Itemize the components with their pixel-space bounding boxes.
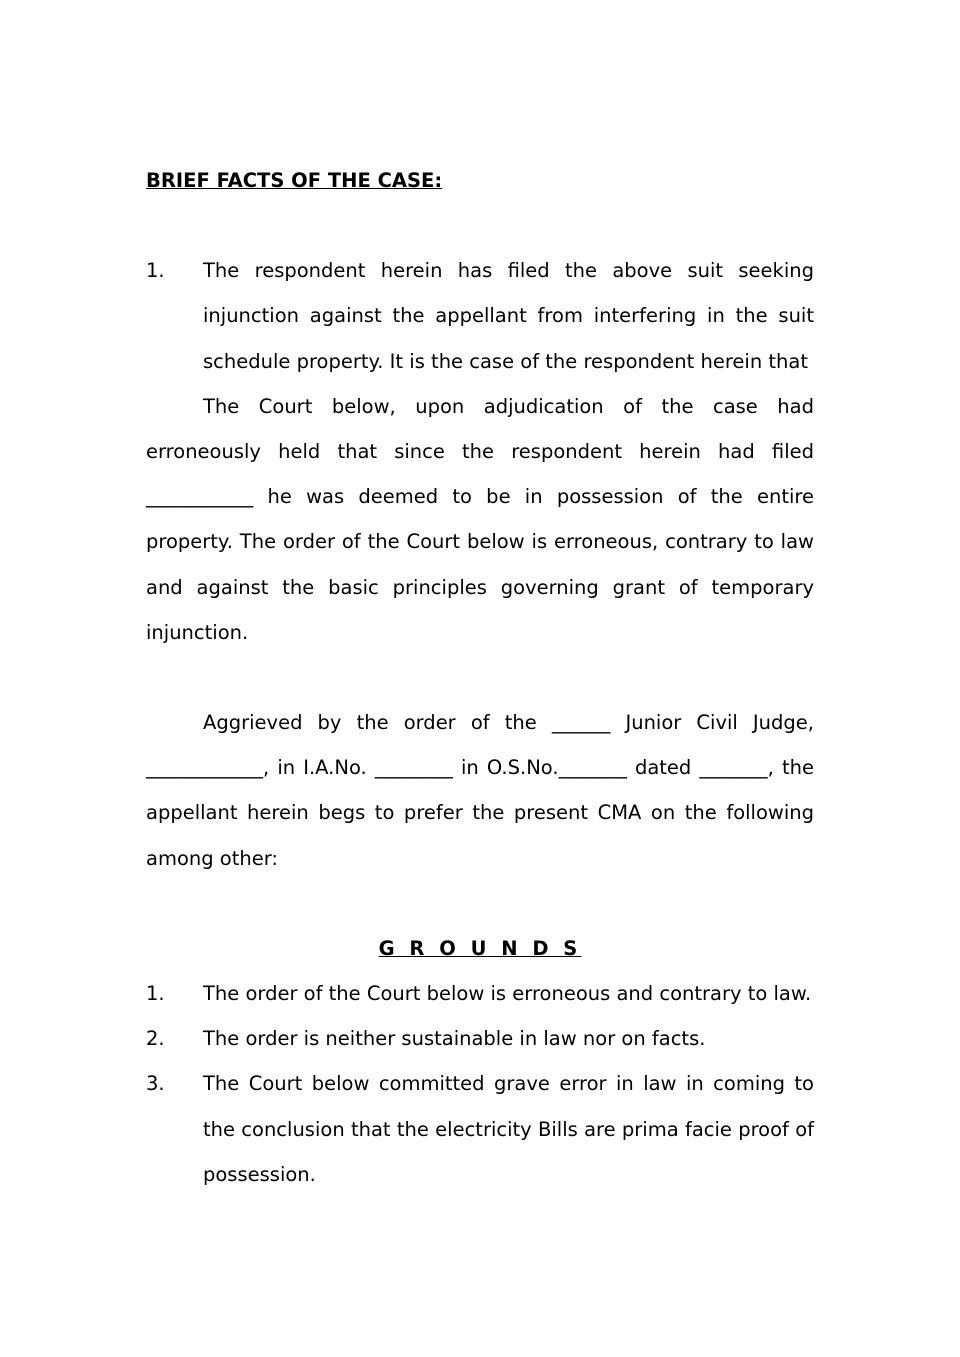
fact-number: 1. — [146, 259, 165, 283]
spacer — [146, 881, 814, 926]
aggrieved-paragraph: Aggrieved by the order of the ______ Junior Civil Judge, ____________, in I.A.No. ________ in O.S.No._______ dated _______, the appellant herein begs to prefer the present CMA on the following among other: — [146, 711, 814, 870]
ground-item-2 — [146, 1016, 814, 1061]
fact-paragraph-continuation: The Court below, upon adjudication of the case had erroneously held that since the respondent herein had filed ___________ he was deemed to be in possession of the entire property. The order of the Court below is erroneous, contrary to law and against the basic principles governing grant of temporary injunction. — [146, 394, 814, 644]
ground-item-1 — [146, 971, 814, 1016]
ground-text: The Court below committed grave error in law in coming to the conclusion that the electricity Bills are prima facie proof of possession. — [203, 1072, 814, 1186]
ground-text: The order of the Court below is erroneous and contrary to law. — [203, 982, 812, 1006]
spacer — [146, 655, 814, 700]
spacer — [146, 203, 814, 248]
ground-item-3 — [146, 1061, 814, 1197]
section-heading-brief-facts: BRIEF FACTS OF THE CASE: — [146, 169, 443, 192]
ground-number: 1. — [146, 982, 165, 1006]
section-heading-grounds: G R O U N D S — [378, 936, 582, 960]
document-page — [146, 158, 814, 1197]
fact-text: The respondent herein has filed the above suit seeking injunction against the appellant from interfering in the suit schedule property. It is the case of the respondent herein that — [203, 259, 814, 373]
ground-text: The order is neither sustainable in law nor on facts. — [203, 1027, 706, 1051]
ground-number: 3. — [146, 1072, 165, 1096]
fact-paragraph-1 — [146, 248, 814, 384]
ground-number: 2. — [146, 1027, 165, 1051]
